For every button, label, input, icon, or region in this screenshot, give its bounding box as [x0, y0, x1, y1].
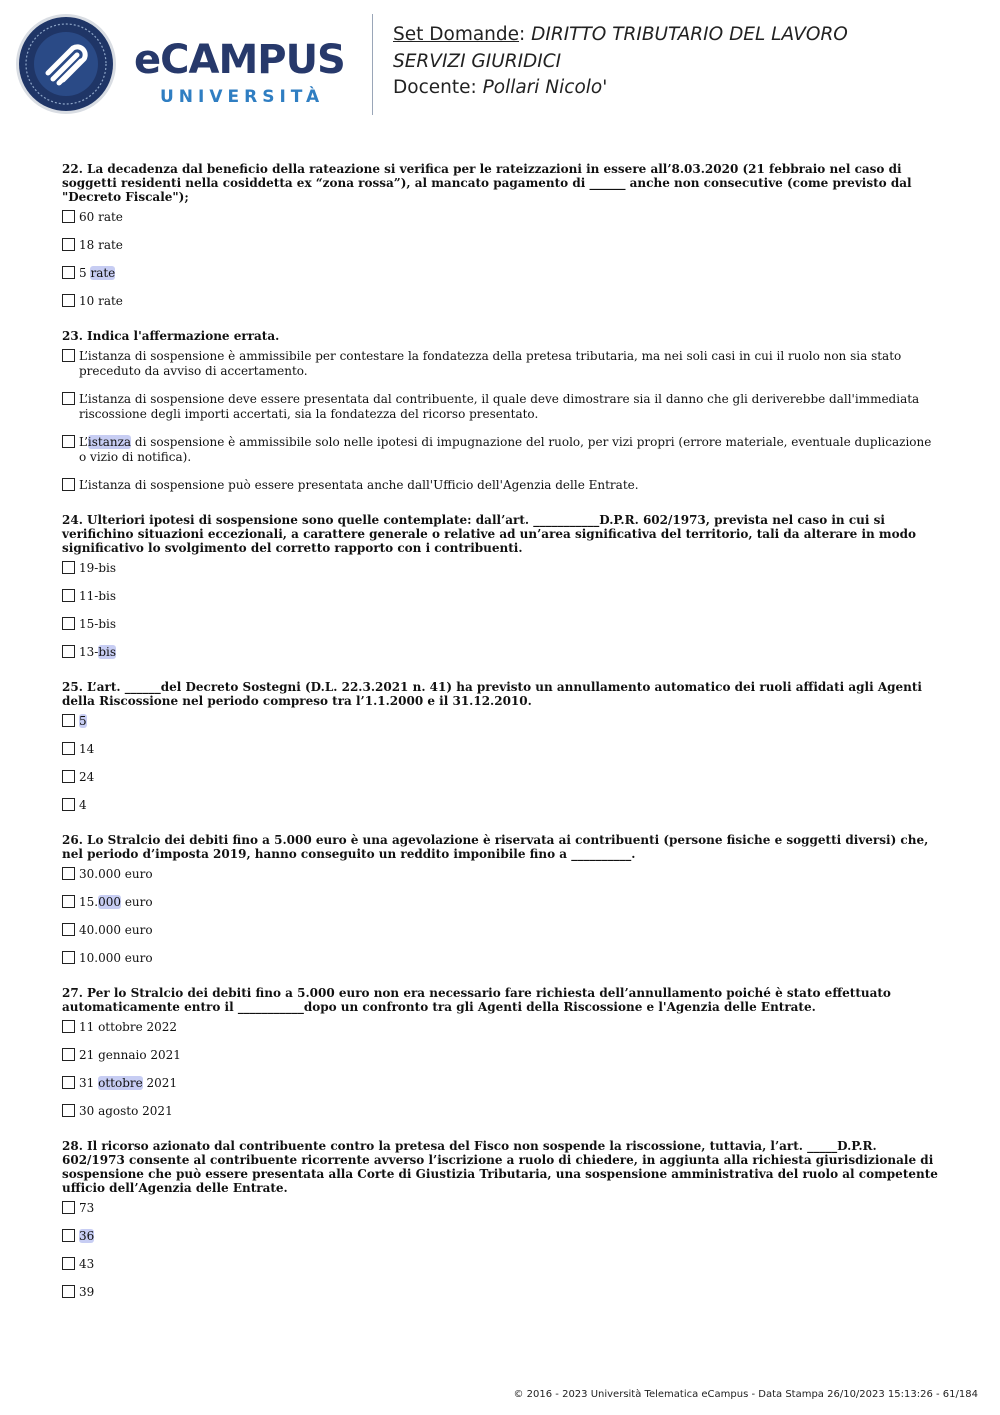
answer-checkbox[interactable] — [62, 1020, 75, 1033]
answer-highlight: bis — [98, 645, 117, 659]
answer-highlight: rate — [90, 266, 116, 280]
answer-text: 11 ottobre 2022 — [79, 1020, 178, 1034]
answer-option[interactable] — [62, 294, 942, 309]
answer-checkbox[interactable] — [62, 478, 75, 491]
answer-text: 13- — [79, 645, 99, 659]
answer-option[interactable] — [62, 1020, 942, 1035]
answer-label — [79, 1048, 942, 1063]
answer-text: L’ — [79, 435, 88, 449]
question-item — [62, 833, 942, 966]
answer-checkbox[interactable] — [62, 867, 75, 880]
answer-option[interactable] — [62, 349, 942, 379]
question-item — [62, 329, 942, 493]
answer-option[interactable] — [62, 210, 942, 225]
answer-label — [79, 1104, 942, 1119]
answer-label — [79, 1229, 942, 1244]
answer-label — [79, 714, 942, 729]
answer-text: 30.000 euro — [79, 867, 153, 881]
answer-checkbox[interactable] — [62, 645, 75, 658]
question-text — [62, 986, 942, 1014]
question-body: L’art. ______del Decreto Sostegni (D.L. 22.3.2021 n. 41) ha previsto un annullamento automatico dei ruoli affidati agli Agenti della Riscossione nel periodo compreso tra l’1.1.2000 e il 31.12.2010. — [62, 680, 922, 708]
question-number: 26. — [62, 833, 83, 847]
answer-label — [79, 392, 942, 422]
answer-highlight: 36 — [79, 1229, 95, 1243]
answer-option[interactable] — [62, 798, 942, 813]
answer-text: L’istanza di sospensione può essere presentata anche dall'Ufficio dell'Agenzia delle Entrate. — [79, 478, 639, 492]
answer-option[interactable] — [62, 1229, 942, 1244]
answer-checkbox[interactable] — [62, 238, 75, 251]
answer-option[interactable] — [62, 1201, 942, 1216]
answer-label — [79, 561, 942, 576]
header-divider — [372, 14, 373, 115]
answer-text: 31 — [79, 1076, 99, 1090]
answer-checkbox[interactable] — [62, 435, 75, 448]
answer-text: L’istanza di sospensione è ammissibile per contestare la fondatezza della pretesa tributaria, ma nei soli casi in cui il ruolo non sia stato preceduto da avviso di accertamento. — [79, 349, 902, 378]
question-number: 22. — [62, 162, 83, 176]
answer-checkbox[interactable] — [62, 1048, 75, 1061]
answer-label — [79, 1076, 942, 1091]
question-number: 24. — [62, 513, 83, 527]
answer-option[interactable] — [62, 392, 942, 422]
question-item — [62, 986, 942, 1119]
answer-option[interactable] — [62, 1257, 942, 1272]
answer-checkbox[interactable] — [62, 714, 75, 727]
answer-label — [79, 294, 942, 309]
answer-label — [79, 645, 942, 660]
teacher-name: Pollari Nicolo' — [482, 77, 608, 98]
brand-subtitle: UNIVERSITÀ — [160, 87, 325, 107]
answer-text-tail: di sospensione è ammissibile solo nelle ipotesi di impugnazione del ruolo, per vizi propri (errore materiale, eventuale duplicazione o vizio di notifica). — [79, 435, 932, 464]
answer-label — [79, 266, 942, 281]
answer-text: 14 — [79, 742, 95, 756]
answer-highlight: 000 — [98, 895, 121, 909]
answer-highlight: ottobre — [98, 1076, 143, 1090]
answer-checkbox[interactable] — [62, 294, 75, 307]
question-body: Indica l'affermazione errata. — [87, 329, 280, 343]
answer-checkbox[interactable] — [62, 951, 75, 964]
answer-text: 15-bis — [79, 617, 117, 631]
question-item — [62, 513, 942, 660]
answer-label — [79, 923, 942, 938]
university-seal-logo — [15, 13, 117, 115]
answer-label — [79, 1285, 942, 1300]
page-header — [0, 0, 1000, 130]
answer-label — [79, 1201, 942, 1216]
answer-checkbox[interactable] — [62, 266, 75, 279]
answer-option[interactable] — [62, 1285, 942, 1300]
question-text — [62, 833, 942, 861]
answer-option[interactable] — [62, 478, 942, 493]
answer-checkbox[interactable] — [62, 895, 75, 908]
answer-option[interactable] — [62, 1048, 942, 1063]
answer-checkbox[interactable] — [62, 923, 75, 936]
answer-label — [79, 742, 942, 757]
question-text — [62, 513, 942, 555]
answer-option[interactable] — [62, 561, 942, 576]
answer-option[interactable] — [62, 589, 942, 604]
set-colon: : — [519, 24, 532, 45]
set-label: Set Domande — [393, 24, 520, 45]
question-text — [62, 329, 942, 343]
question-text — [62, 680, 942, 708]
answer-text: 11-bis — [79, 589, 117, 603]
brand-wordmark: eCAMPUS — [134, 37, 345, 83]
answer-option[interactable] — [62, 770, 942, 785]
answer-text: 60 rate — [79, 210, 123, 224]
course-line-1 — [393, 22, 848, 49]
answer-label — [79, 895, 942, 910]
answer-highlight: 5 — [79, 714, 87, 728]
answer-text: 10.000 euro — [79, 951, 153, 965]
answer-option[interactable] — [62, 266, 942, 281]
answer-option[interactable] — [62, 238, 942, 253]
answer-checkbox[interactable] — [62, 561, 75, 574]
answer-label — [79, 238, 942, 253]
question-body: Ulteriori ipotesi di sospensione sono quelle contemplate: dall’art. ___________D.P.R. 602/1973, prevista nel caso in cui si verifichino situazioni eccezionali, a carattere generale o relative ad un’area significativa del territorio, tali da alterare in modo significativo lo svolgimento del corretto rapporto con i contribuenti. — [62, 513, 917, 555]
answer-checkbox[interactable] — [62, 1076, 75, 1089]
answer-text: 15. — [79, 895, 99, 909]
answer-text: L’istanza di sospensione deve essere presentata dal contribuente, il quale deve dimostrare sia il danno che gli deriverebbe dall'immediata riscossione degli importi accertati, sia la fondatezza del ricorso presentato. — [79, 392, 920, 421]
answer-checkbox[interactable] — [62, 1257, 75, 1270]
answer-checkbox[interactable] — [62, 210, 75, 223]
answer-label — [79, 867, 942, 882]
answer-text: 30 agosto 2021 — [79, 1104, 173, 1118]
answer-checkbox[interactable] — [62, 798, 75, 811]
question-list — [62, 162, 942, 1320]
question-number: 28. — [62, 1139, 83, 1153]
course-title: DIRITTO TRIBUTARIO DEL LAVORO — [531, 24, 848, 45]
answer-text: 5 — [79, 266, 91, 280]
answer-label — [79, 349, 942, 379]
answer-text: 21 gennaio 2021 — [79, 1048, 181, 1062]
answer-option[interactable] — [62, 951, 942, 966]
question-number: 23. — [62, 329, 83, 343]
answer-option[interactable] — [62, 435, 942, 465]
question-body: Per lo Stralcio dei debiti fino a 5.000 euro non era necessario fare richiesta dell’annullamento poiché è stato effettuato automaticamente entro il ___________dopo un confronto tra gli Agenti della Riscossione e l'Agenzia delle Entrate. — [62, 986, 891, 1014]
answer-text: 10 rate — [79, 294, 123, 308]
answer-label — [79, 435, 942, 465]
question-number: 27. — [62, 986, 83, 1000]
answer-checkbox[interactable] — [62, 617, 75, 630]
answer-label — [79, 1257, 942, 1272]
question-number: 25. — [62, 680, 83, 694]
answer-checkbox[interactable] — [62, 770, 75, 783]
question-item — [62, 1139, 942, 1300]
answer-option[interactable] — [62, 1104, 942, 1119]
answer-label — [79, 210, 942, 225]
answer-option[interactable] — [62, 645, 942, 660]
answer-option[interactable] — [62, 742, 942, 757]
page-footer: © 2016 - 2023 Università Telematica eCampus - Data Stampa 26/10/2023 15:13:26 - 61/184 — [513, 1389, 978, 1400]
answer-checkbox[interactable] — [62, 1201, 75, 1214]
answer-option[interactable] — [62, 714, 942, 729]
answer-text-tail: 2021 — [142, 1076, 178, 1090]
answer-label — [79, 1020, 942, 1035]
answer-option[interactable] — [62, 617, 942, 632]
answer-text: 73 — [79, 1201, 95, 1215]
answer-text-tail: euro — [121, 895, 153, 909]
answer-option[interactable] — [62, 867, 942, 882]
answer-checkbox[interactable] — [62, 589, 75, 602]
course-subtitle: SERVIZI GIURIDICI — [393, 50, 562, 72]
question-text — [62, 1139, 942, 1195]
question-item — [62, 162, 942, 309]
question-item — [62, 680, 942, 813]
answer-checkbox[interactable] — [62, 349, 75, 362]
answer-text: 24 — [79, 770, 95, 784]
teacher-line — [393, 75, 848, 102]
question-body: Lo Stralcio dei debiti fino a 5.000 euro è una agevolazione è riservata ai contribuenti (persone fisiche e soggetti diversi) che, nel periodo d’imposta 2019, hanno conseguito un reddito imponibile fino a __________. — [62, 833, 929, 861]
answer-text: 40.000 euro — [79, 923, 153, 937]
answer-text: 39 — [79, 1285, 95, 1299]
answer-option[interactable] — [62, 895, 942, 910]
course-info — [393, 22, 848, 102]
answer-text: 19-bis — [79, 561, 117, 575]
answer-checkbox[interactable] — [62, 1104, 75, 1117]
question-body: La decadenza dal beneficio della rateazione si verifica per le rateizzazioni in essere all’8.03.2020 (21 febbraio nel caso di soggetti residenti nella cosiddetta ex “zona rossa”), al mancato pagamento di ______ anche non consecutive (come previsto dal "Decreto Fiscale"); — [62, 162, 912, 204]
answer-text: 4 — [79, 798, 87, 812]
answer-label — [79, 951, 942, 966]
answer-label — [79, 798, 942, 813]
answer-label — [79, 617, 942, 632]
answer-checkbox[interactable] — [62, 1229, 75, 1242]
answer-option[interactable] — [62, 1076, 942, 1091]
answer-option[interactable] — [62, 923, 942, 938]
question-body: Il ricorso azionato dal contribuente contro la pretesa del Fisco non sospende la riscossione, tuttavia, l’art. _____D.P.R. 602/1973 consente al contribuente ricorrente avverso l’iscrizione a ruolo di chiedere, in aggiunta alla richiesta giurisdizionale di sospensione che può essere presentata alla Corte di Giustizia Tributaria, una sospensione amministrativa del ruolo al competente ufficio dell’Agenzia delle Entrate. — [62, 1139, 938, 1195]
teacher-label: Docente: — [393, 77, 483, 98]
question-text — [62, 162, 942, 204]
answer-label — [79, 478, 942, 493]
answer-text: 18 rate — [79, 238, 123, 252]
answer-checkbox[interactable] — [62, 742, 75, 755]
answer-text: 43 — [79, 1257, 95, 1271]
answer-highlight: istanza — [87, 435, 132, 449]
answer-label — [79, 770, 942, 785]
answer-checkbox[interactable] — [62, 392, 75, 405]
answer-checkbox[interactable] — [62, 1285, 75, 1298]
answer-label — [79, 589, 942, 604]
